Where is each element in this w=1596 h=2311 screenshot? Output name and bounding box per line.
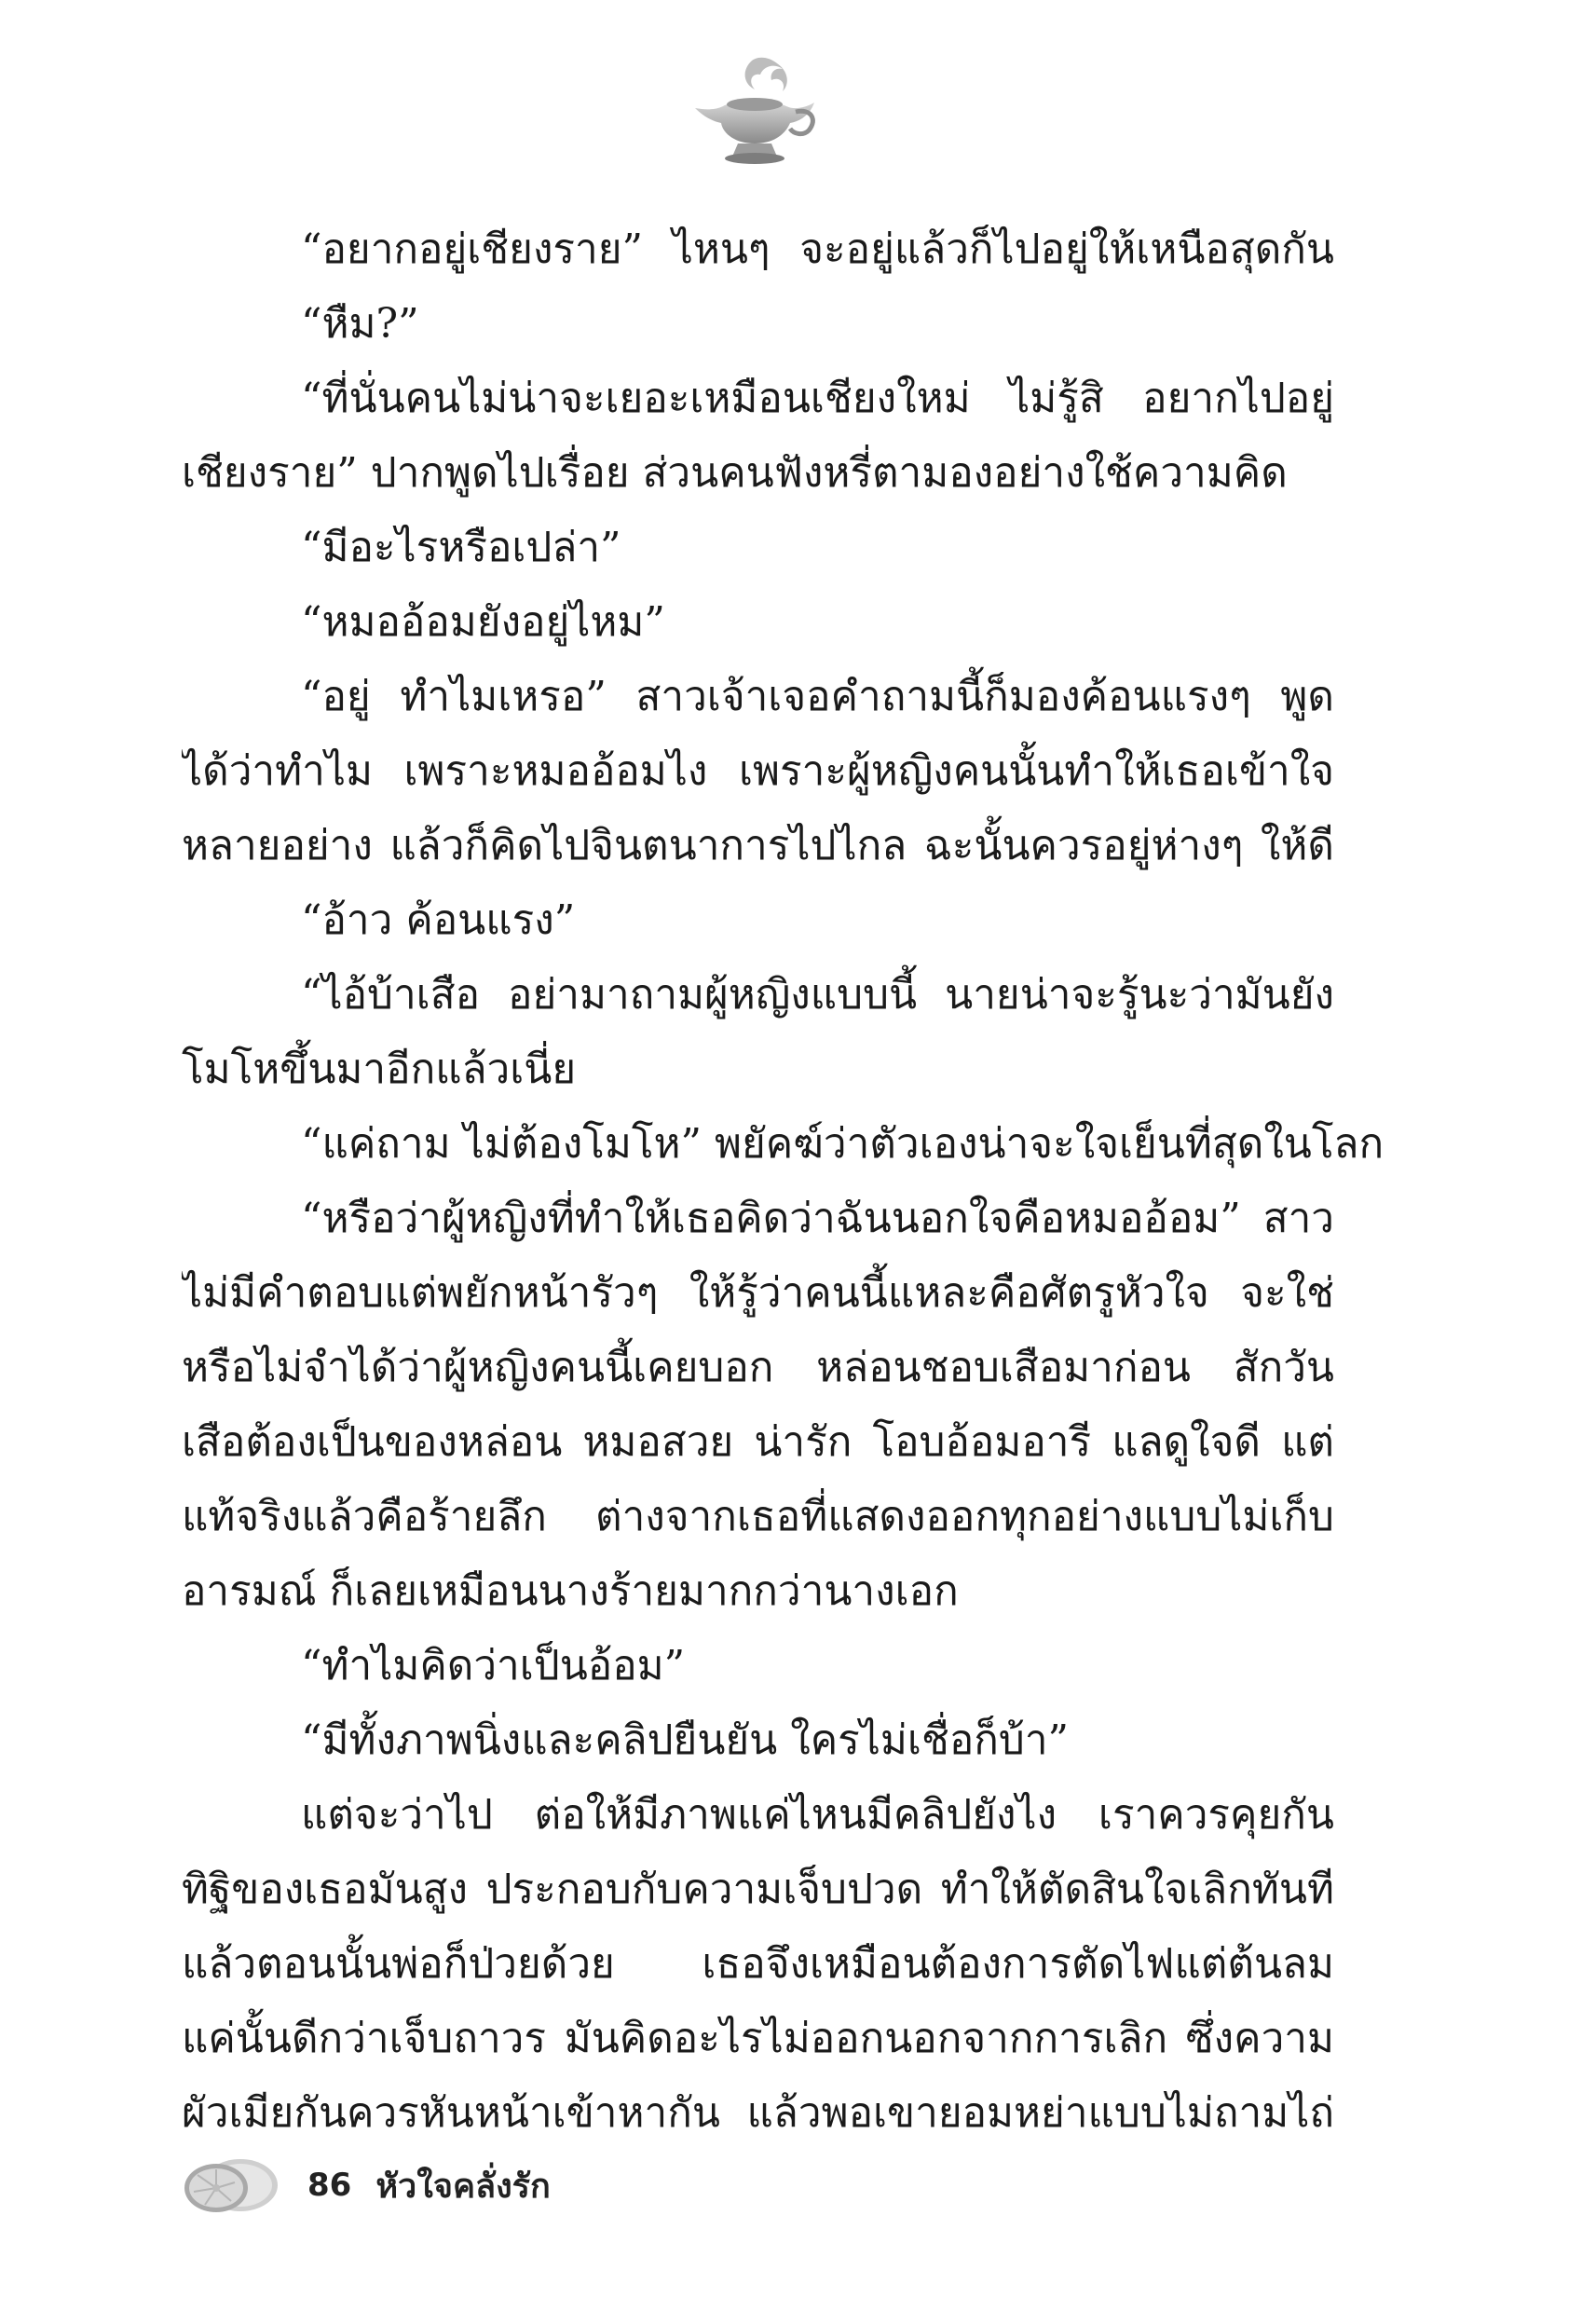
text-line: แค่นั้นดีกว่าเจ็บถาวร มันคิดอะไรไม่ออกนอกจากการเลิก ซึ่งความ <box>182 2015 1334 2062</box>
text-line: “อ้าว ค้อนแรง” <box>301 896 576 944</box>
text-line: ได้ว่าทำไม เพราะหมออ้อมไง เพราะผู้หญิงคนนั้นทำให้เธอเข้าใจ <box>182 747 1334 795</box>
page-number: 86 <box>307 2167 352 2204</box>
text-line: “ทำไมคิดว่าเป็นอ้อม” <box>301 1642 686 1689</box>
text-line: เชียงราย” ปากพูดไปเรื่อย ส่วนคนฟังหรี่ตามองอย่างใช้ความคิด <box>182 449 1288 497</box>
body-text <box>182 212 1385 2151</box>
text-line: แท้จริงแล้วคือร้ายลึก ต่างจากเธอที่แสดงออกทุกอย่างแบบไม่เก็บ <box>182 1493 1334 1540</box>
text-line: “มีอะไรหรือเปล่า” <box>301 524 621 571</box>
text-line: แต่จะว่าไป ต่อให้มีภาพแค่ไหนมีคลิปยังไง เราควรคุยกัน <box>301 1791 1334 1839</box>
page-footer <box>179 2153 551 2218</box>
text-line: “หมออ้อมยังอยู่ไหม” <box>301 598 665 646</box>
text-line: โมโหขึ้นมาอีกแล้วเนี่ย <box>182 1046 577 1093</box>
text-line: หรือไม่จำได้ว่าผู้หญิงคนนี้เคยบอก หล่อนชอบเสือมาก่อน สักวัน <box>182 1344 1334 1391</box>
text-line: “อยากอยู่เชียงราย” ไหนๆ จะอยู่แล้วก็ไปอยู่ให้เหนือสุดกัน <box>301 226 1334 273</box>
text-line: แล้วตอนนั้นพ่อก็ป่วยด้วย เธอจึงเหมือนต้องการตัดไฟแต่ต้นลม <box>182 1940 1334 1988</box>
text-line: “หรือว่าผู้หญิงที่ทำให้เธอคิดว่าฉันนอกใจคือหมออ้อม” สาว <box>301 1195 1334 1242</box>
text-line: “อยู่ ทำไมเหรอ” สาวเจ้าเจอคำถามนี้ก็มองค้อนแรงๆ พูด <box>301 673 1334 720</box>
text-line: “ไอ้บ้าเสือ อย่ามาถามผู้หญิงแบบนี้ นายน่าจะรู้นะว่ามันยัง <box>301 971 1334 1019</box>
text-line: หลายอย่าง แล้วก็คิดไปจินตนาการไปไกล ฉะนั้นควรอยู่ห่างๆ ให้ดี <box>182 822 1334 869</box>
text-line: ไม่มีคำตอบแต่พยักหน้ารัวๆ ให้รู้ว่าคนนี้แหละคือศัตรูหัวใจ จะใช่ <box>182 1269 1334 1317</box>
text-line: ผัวเมียกันควรหันหน้าเข้าหากัน แล้วพอเขายอมหย่าแบบไม่ถามไถ่ <box>182 2089 1334 2137</box>
text-line: “แค่ถาม ไม่ต้องโมโห” พยัคฆ์ว่าตัวเองน่าจะใจเย็นที่สุดในโลก <box>301 1120 1385 1168</box>
book-title: หัวใจคลั่งรัก <box>375 2167 551 2206</box>
text-line: “หืม?” <box>301 300 419 348</box>
text-line: ทิฐิของเธอมันสูง ประกอบกับความเจ็บปวด ทำให้ตัดสินใจเลิกทันที <box>182 1866 1334 1913</box>
text-line: เสือต้องเป็นของหล่อน หมอสวย น่ารัก โอบอ้อมอารี แลดูใจดี แต่ <box>182 1418 1334 1466</box>
citrus-slice-icon <box>179 2154 281 2216</box>
text-line: “มีทั้งภาพนิ่งและคลิปยืนยัน ใครไม่เชื่อก็บ้า” <box>301 1716 1070 1764</box>
text-line: “ที่นั่นคนไม่น่าจะเยอะเหมือนเชียงใหม่ ไม่รู้สิ อยากไปอยู่ <box>301 375 1334 422</box>
genie-lamp-icon <box>686 52 835 173</box>
text-line: อารมณ์ ก็เลยเหมือนนางร้ายมากกว่านางเอก <box>182 1567 959 1615</box>
